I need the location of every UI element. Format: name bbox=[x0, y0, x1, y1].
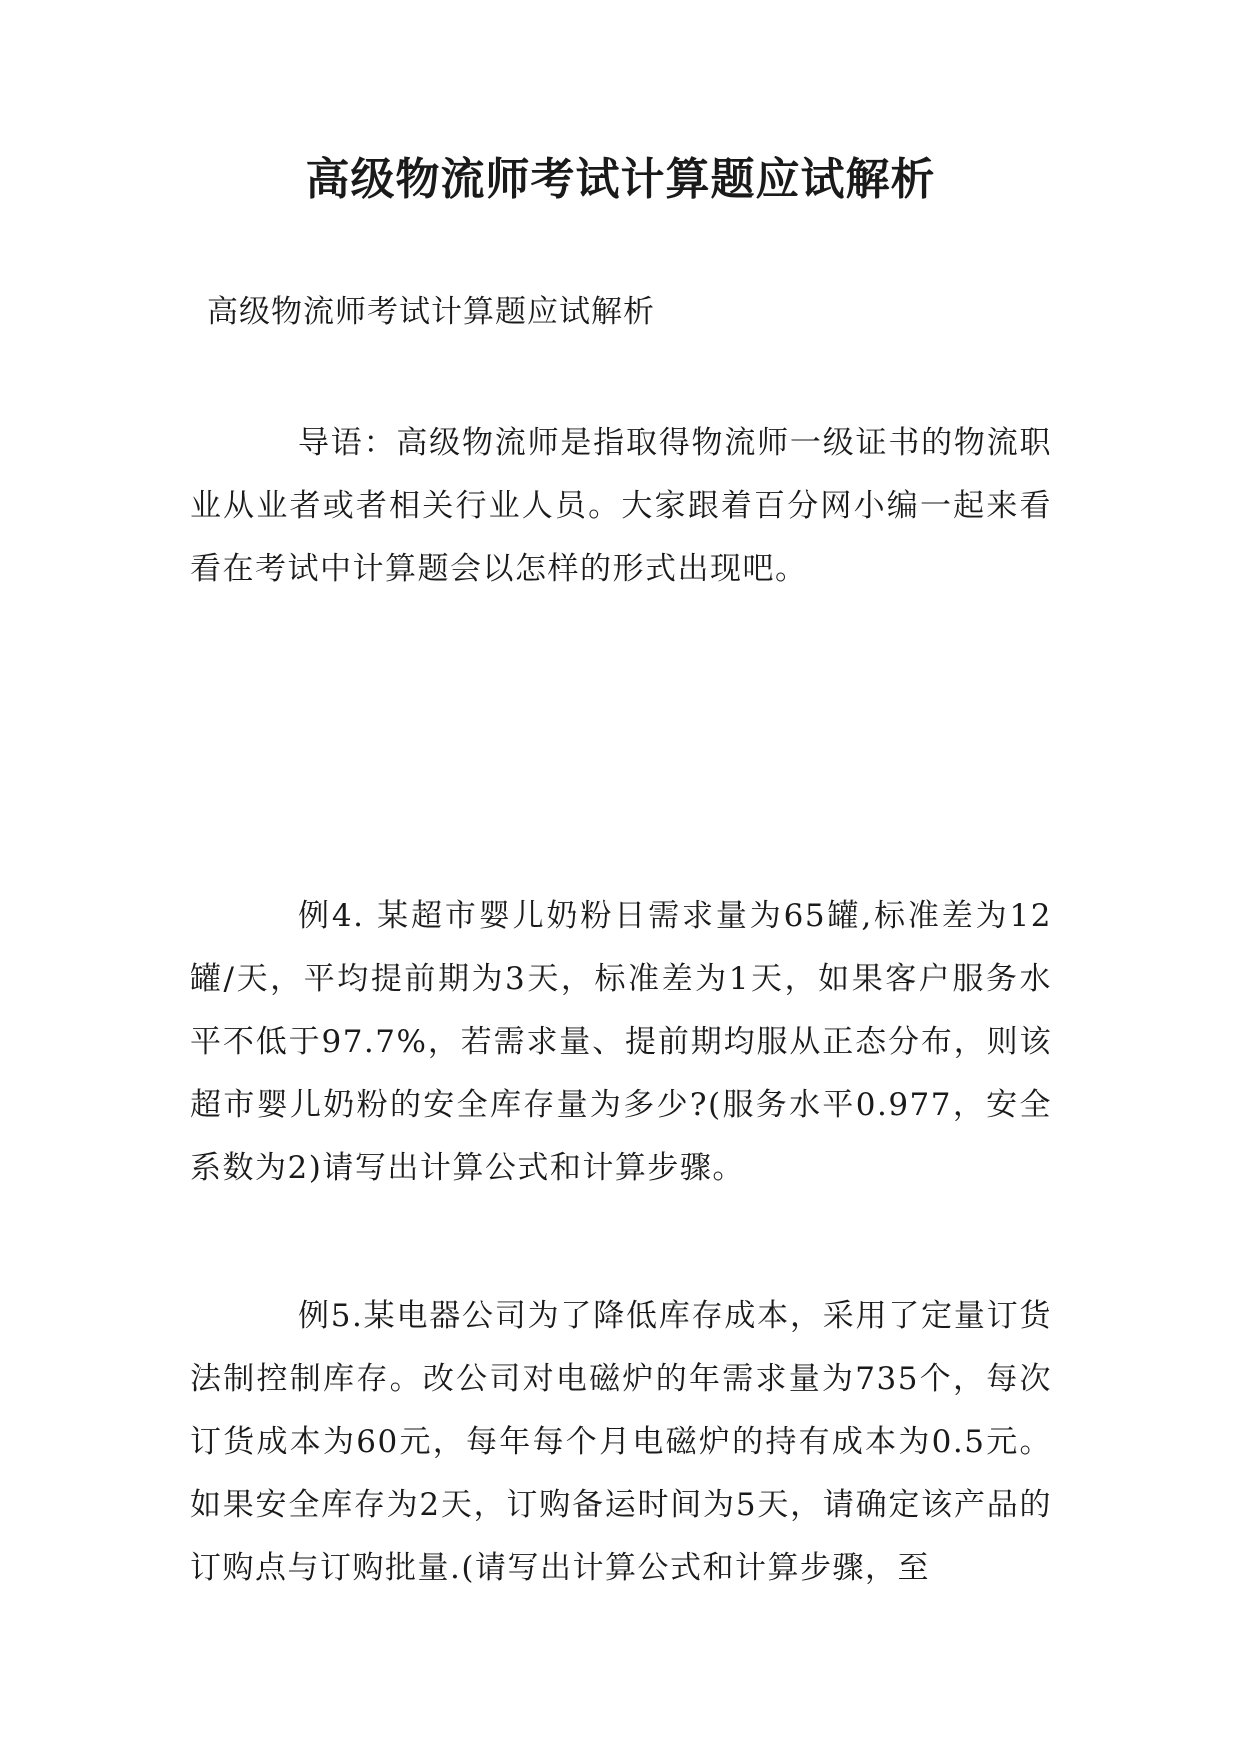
document-subtitle: 高级物流师考试计算题应试解析 bbox=[207, 294, 655, 330]
example-5-paragraph: 例5.某电器公司为了降低库存成本，采用了定量订货法制控制库存。改公司对电磁炉的年需求量为735个，每次订货成本为60元，每年每个月电磁炉的持有成本为0.5元。如果安全库存为2天，订购备运时间为5天，请确定该产品的订购点与订购批量.(请写出计算公式和计算步骤，至 bbox=[190, 1298, 1052, 1586]
document-title: 高级物流师考试计算题应试解析 bbox=[305, 154, 936, 205]
example-4-paragraph: 例4. 某超市婴儿奶粉日需求量为65罐,标准差为12罐/天，平均提前期为3天，标准差为1天，如果客户服务水平不低于97.7%，若需求量、提前期均服从正态分布，则该超市婴儿奶粉的安全库存量为多少?(服务水平0.977，安全系数为2)请写出计算公式和计算步骤。 bbox=[190, 898, 1052, 1186]
intro-paragraph: 导语：高级物流师是指取得物流师一级证书的物流职业从业者或者相关行业人员。大家跟着百分网小编一起来看看在考试中计算题会以怎样的形式出现吧。 bbox=[190, 425, 1052, 587]
